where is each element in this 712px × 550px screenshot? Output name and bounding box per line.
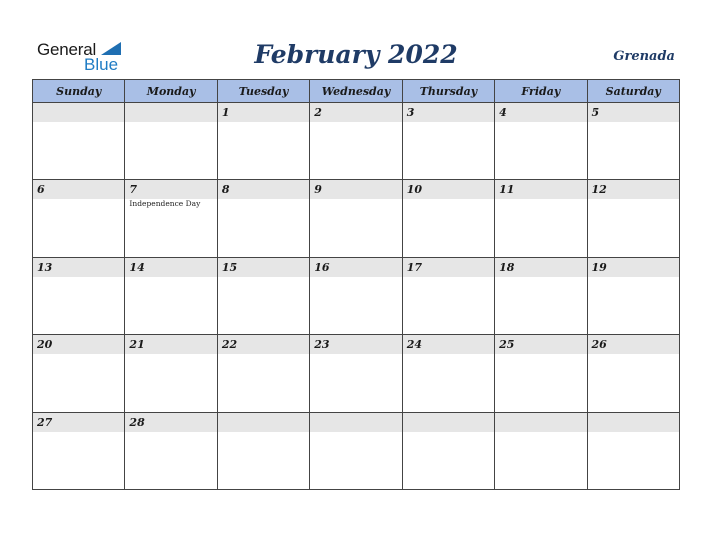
day-number-bar: [33, 103, 124, 122]
day-number-bar: [310, 103, 401, 122]
day-number-bar: [495, 180, 586, 199]
day-number: 4: [499, 106, 507, 119]
day-cell: [218, 258, 310, 335]
day-number: 17: [406, 260, 422, 274]
day-cell: [403, 180, 495, 257]
day-number: 14: [129, 260, 145, 274]
day-cell: [495, 413, 587, 490]
day-cell: [310, 335, 402, 412]
day-number-bar: [588, 103, 679, 122]
day-cell: [310, 103, 402, 180]
day-number: 22: [221, 338, 238, 352]
day-number: 13: [37, 260, 53, 274]
weekday-header: Tuesday: [218, 80, 310, 103]
calendar-grid: [32, 79, 680, 490]
day-cell: [33, 103, 125, 180]
day-number: 19: [591, 260, 607, 274]
day-number-bar: [310, 180, 401, 199]
day-number: 20: [37, 338, 53, 352]
day-number: 9: [314, 183, 322, 197]
day-number-bar: [218, 103, 309, 122]
day-cell: [125, 413, 217, 490]
weekday-header: Sunday: [33, 80, 125, 103]
day-number: 6: [37, 183, 45, 197]
day-cell: [33, 180, 125, 257]
calendar-week-row: [33, 258, 680, 335]
day-number-bar: [588, 335, 679, 354]
day-number: 28: [129, 415, 145, 429]
day-cell: [125, 258, 217, 335]
day-cell: [33, 413, 125, 490]
day-number-bar: [403, 103, 494, 122]
day-number: 12: [591, 183, 607, 197]
day-number: 18: [499, 260, 515, 274]
day-cell: [403, 413, 495, 490]
day-cell: [588, 413, 680, 490]
day-cell: [125, 103, 217, 180]
country-label: Grenada: [613, 49, 675, 64]
weekday-header: Saturday: [588, 80, 680, 103]
day-number: 15: [221, 260, 238, 274]
day-cell: [33, 335, 125, 412]
day-number-bar: [310, 258, 401, 277]
day-number: 3: [406, 106, 415, 119]
day-number-bar: [125, 335, 216, 354]
weekday-header: Wednesday: [310, 80, 402, 103]
day-cell: [495, 180, 587, 257]
day-number: 7: [129, 183, 138, 197]
day-cell: [403, 258, 495, 335]
day-number-bar: [495, 413, 586, 432]
day-cell: [310, 180, 402, 257]
day-number-bar: [33, 258, 124, 277]
day-number: 5: [591, 106, 600, 119]
day-number-bar: [588, 180, 679, 199]
day-number: 10: [406, 183, 422, 197]
day-cell: [218, 103, 310, 180]
day-number: 2: [314, 106, 322, 119]
day-number: 21: [129, 338, 145, 352]
day-number-bar: [33, 180, 124, 199]
logo-text-blue: Blue: [84, 55, 119, 74]
day-cell: [588, 335, 680, 412]
day-number-bar: [218, 413, 309, 432]
calendar-week-row: [33, 335, 680, 412]
day-number-bar: [218, 180, 309, 199]
day-number-bar: [125, 258, 216, 277]
day-number-bar: [588, 258, 679, 277]
day-number-bar: [33, 413, 124, 432]
day-number: 1: [221, 106, 230, 119]
day-number-bar: [588, 413, 679, 432]
day-number-bar: [403, 180, 494, 199]
weekday-header: Monday: [125, 80, 217, 103]
day-cell: [310, 258, 402, 335]
weekday-header: Friday: [495, 80, 587, 103]
day-number-bar: [125, 413, 216, 432]
day-cell: [218, 180, 310, 257]
calendar-week-row: [33, 180, 680, 257]
weekday-header: Thursday: [403, 80, 495, 103]
day-number: 25: [499, 338, 515, 352]
day-number-bar: [33, 335, 124, 354]
day-number-bar: [310, 413, 401, 432]
day-cell: [495, 335, 587, 412]
day-number-bar: [218, 335, 309, 354]
day-cell: [588, 180, 680, 257]
holiday-label: Independence Day: [129, 199, 201, 209]
day-cell: [403, 335, 495, 412]
day-number-bar: [125, 180, 216, 199]
day-cell: [495, 103, 587, 180]
day-number-bar: [495, 335, 586, 354]
day-cell: [218, 413, 310, 490]
day-number-bar: [403, 335, 494, 354]
day-number: 26: [591, 338, 607, 352]
day-cell: [33, 258, 125, 335]
calendar-weeks: [33, 103, 680, 490]
day-number: 23: [314, 338, 330, 352]
logo-text-general: General: [37, 40, 97, 59]
day-number-bar: [403, 258, 494, 277]
day-number-bar: [495, 258, 586, 277]
day-cell: [218, 335, 310, 412]
day-cell: [588, 258, 680, 335]
day-number: 16: [314, 260, 330, 274]
day-cell: [125, 335, 217, 412]
day-number-bar: [495, 103, 586, 122]
day-number: 11: [499, 183, 515, 197]
weekday-header-row: [33, 80, 680, 103]
day-number-bar: [218, 258, 309, 277]
day-cell: [588, 103, 680, 180]
day-cell: [310, 413, 402, 490]
calendar-week-row: [33, 103, 680, 180]
day-cell: [403, 103, 495, 180]
calendar-title: February 2022: [254, 40, 458, 69]
day-cell: [495, 258, 587, 335]
day-number: 24: [406, 338, 422, 352]
day-cell: [125, 180, 217, 257]
day-number: 8: [221, 183, 230, 197]
calendar-week-row: [33, 413, 680, 490]
day-number-bar: [310, 335, 401, 354]
day-number-bar: [403, 413, 494, 432]
day-number: 27: [37, 415, 53, 429]
day-number-bar: [125, 103, 216, 122]
